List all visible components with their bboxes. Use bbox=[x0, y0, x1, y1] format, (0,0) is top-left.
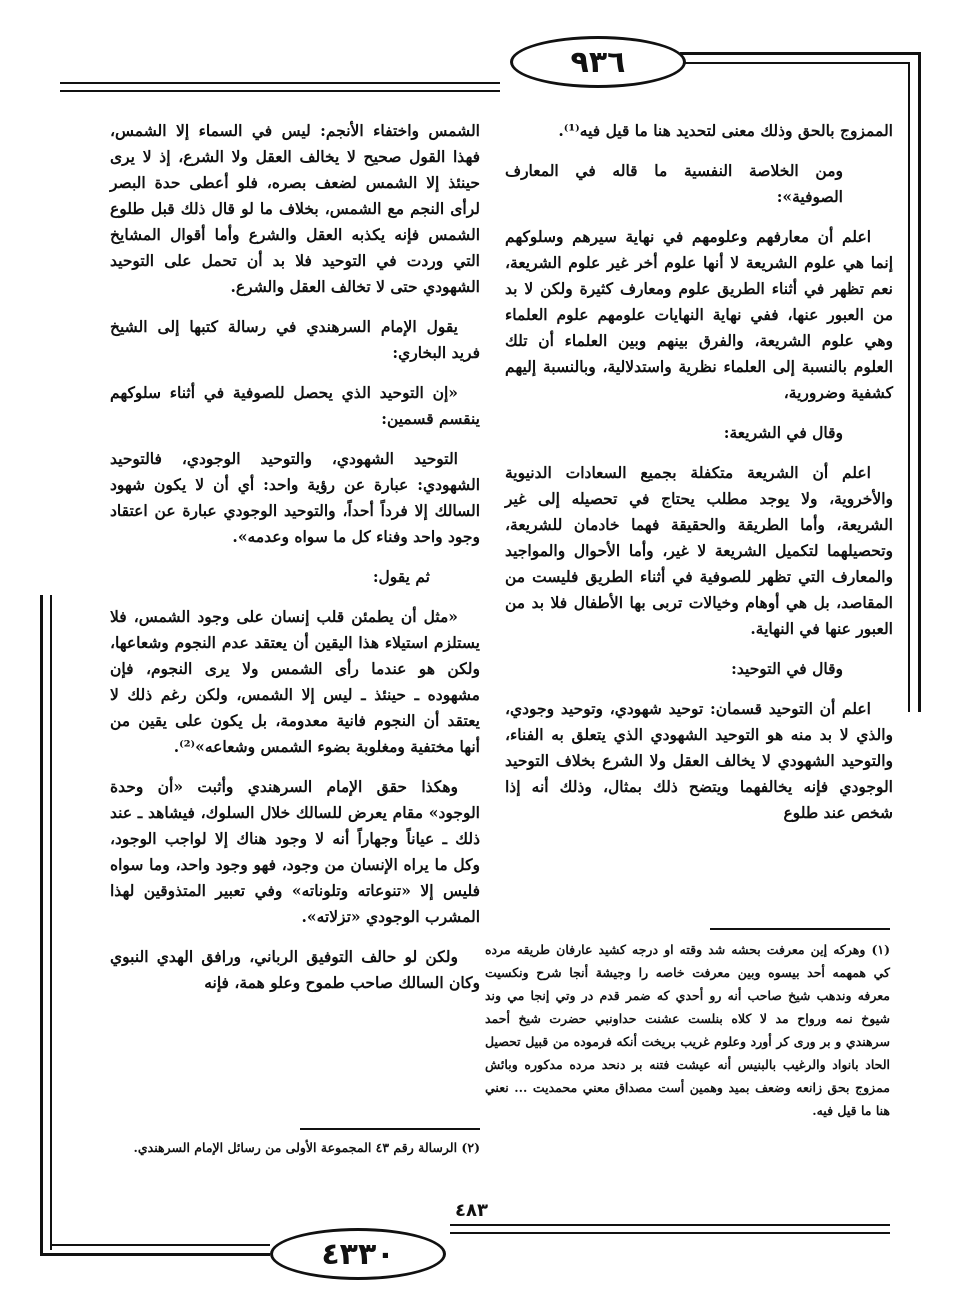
page-number: ٤٨٣ bbox=[455, 1200, 488, 1221]
section-heading: ومن الخلاصة النفسية ما قاله في المعارف الصوفية»: bbox=[505, 161, 843, 206]
frame-top-inner bbox=[680, 62, 910, 64]
frame-top-left-line-2 bbox=[60, 90, 500, 92]
frame-right-outer bbox=[918, 52, 921, 712]
page-badge-top bbox=[510, 36, 686, 88]
frame-right-inner bbox=[908, 62, 910, 712]
left-column bbox=[110, 118, 480, 1010]
paragraph: الشمس واختفاء الأنجم: ليس في السماء إلا الشمس، فهذا القول صحيح لا يخالف العقل ولا الشرع، إذ لا يرى حينئذ إلا الشمس لضعف بصره، فلو أعطى حدة البصر لرأى النجم مع الشمس، بخلاف ما لو قال ذلك قبل طلوع الشمس فإنه يكذبه العقل والشرع وأما أقوال المشايخ التي وردت في التوحيد فلا بد أن تحمل على التوحيد الشهودي حتى لا تخالف العقل والشرع. bbox=[110, 121, 480, 296]
frame-top-left-line bbox=[60, 82, 500, 84]
footnote-left: (٢) الرسالة رقم ٤٣ المجموعة الأولى من رسائل الإمام السرهندي. bbox=[133, 1140, 480, 1155]
frame-left-outer bbox=[40, 595, 43, 1255]
right-column bbox=[505, 118, 893, 840]
paragraph: اعلم أن الشريعة متكفلة بجميع السعادات الدنيوية والأخروية، ولا يوجد مطلب يحتاج في تحصيله إلى غير الشريعة، وأما الطريقة والحقيقة فهما خادمان للشريعة، وتحصيلهما لتكميل الشريعة لا غير، وأما الأحوال والمواجيد والمعارف التي تظهر للصوفية في أثناء الطريق فليست من المقاصد، بل هي أوهام وخيالات تربى بها الأطفال فلا بد من العبور عنها في النهاية. bbox=[505, 463, 893, 638]
quote-paragraph: «إن التوحيد الذي يحصل للصوفية في أثناء سلوكهم ينقسم قسمين: bbox=[110, 383, 480, 428]
paragraph: اعلم أن معارفهم وعلومهم في نهاية سيرهم وسلوكهم إنما هي علوم الشريعة لا أنها علوم أخر غير علوم الشريعة، نعم تظهر في أثناء الطريق علوم ومعارف كثيرة ولكن لا بد من العبور عنها، ففي نهاية النهايات علومهم علوم العلماء وهي علوم الشريعة، والفرق بينهم وبين العلماء أن تلك العلوم بالنسبة إلى العلماء نظرية واستدلالية، وبالنسبة إليهم كشفية وضرورية، bbox=[505, 227, 893, 402]
paragraph: ولكن لو حالف التوفيق الرباني، ورافق الهدي النبوي وكان السالك صاحب طموح وعلو همة، فإنه bbox=[110, 947, 480, 992]
paragraph: التوحيد الشهودي، والتوحيد الوجودي، فالتوحيد الشهودي: عبارة عن رؤية واحد: أي أن لا يكون شهود السالك إلا فرداً أحداً، والتوحيد الوجودي عبارة عن اعتقاد وجود واحد وفناء كل ما سواه وعدمه». bbox=[110, 449, 480, 546]
paragraph: الممزوج بالحق وذلك معنى لتحديد هنا ما قيل فيه⁽¹⁾. bbox=[558, 121, 893, 140]
paragraph: يقول الإمام السرهندي في رسالة كتبها إلى الشيخ فريد البخاري: bbox=[110, 317, 480, 362]
page-badge-bottom-text: ٤٣٣٠ bbox=[321, 1236, 395, 1272]
footnote-rule-right bbox=[710, 928, 890, 930]
section-heading: وقال في التوحيد: bbox=[731, 659, 843, 678]
frame-bottom-inner bbox=[50, 1244, 270, 1246]
paragraph: وهكذا حقق الإمام السرهندي وأثبت «أن وحدة الوجود» مقام يعرض للسالك خلال السلوك، فيشاهد ـ عند ذلك ـ عياناً وجهاراً أنه لا وجود هناك إلا لواجب الوجود، وكل ما يراه الإنسان من وجود، فهو وجود واحد، وما سواه فليس إلا «تنوعاته وتلوناته» وفي تعبير المتذوقين لهذا المشرب الوجودي «تزلاته». bbox=[110, 777, 480, 926]
page-badge-top-text: ٩٣٦ bbox=[570, 44, 626, 80]
frame-left-inner bbox=[50, 595, 52, 1250]
frame-top-outer bbox=[680, 52, 920, 55]
frame-bottom-outer bbox=[40, 1253, 270, 1256]
quote-paragraph: «مثل أن يطمئن قلب إنسان على وجود الشمس، فلا يستلزم استيلاء هذا اليقين أن يعتقد عدم النجوم وشعاعها، ولكن هو عندما رأى الشمس ولا يرى النجوم، فإن مشهوده ـ حينئذ ـ ليس إلا الشمس، ولكن رغم ذلك لا يعتقد أن النجوم فانية معدومة، بل يكون على يقين من أنها مختفية ومغلوبة بضوء الشمس وشعاعه»⁽²⁾. bbox=[110, 607, 480, 756]
section-heading: وقال في الشريعة: bbox=[723, 423, 843, 442]
footnote-right: (١) وهركه إين معرفت بحشه شد وقته او درجه كشيد عارفان طريقه مرده كي همهمه أحد بيسوه وبين معرفت خاصه را وجيشة أنجا شرح ونكسيت معرفه وندهب شيخ صاحب أنه رو أحدي كه ضمر قدم در وتي إنجا مي وند شيوخ نمه ورواح مد لا كلاه بنلست عشنت حداونبي حضرت شيخ أحمد سرهندي و بر ورى كر أورد وعلوم غريب بريخت أنكه فرموده من قبيل تحصيل الحاد بانواد والرغيب بالبنيس أنه عيشت فتنه بر دنحد مرده مدكوره وبائش ممزوج بحق زانعه وضعف بميد وهمين أست مصداق معني محمديت ... نعني هنا ما قيل فيه. bbox=[485, 942, 890, 1118]
footnote-rule-left bbox=[300, 1128, 480, 1130]
paragraph: اعلم أن التوحيد قسمان: توحيد شهودي، وتوحيد وجودي، والذي لا بد منه هو التوحيد الشهودي الذي يتعلق به الفناء، والتوحيد الشهودي لا يخالف العقل ولا الشرع بخلاف التوحيد الوجودي فإنه يخالفهما ويتضح ذلك بمثال، وذلك أنه إذا شخص عند طلوع bbox=[505, 699, 893, 822]
page-badge-bottom bbox=[270, 1228, 446, 1280]
frame-bottom-right-line bbox=[450, 1232, 890, 1234]
section-heading: ثم يقول: bbox=[372, 567, 430, 586]
frame-bottom-right-line-2 bbox=[450, 1224, 890, 1226]
